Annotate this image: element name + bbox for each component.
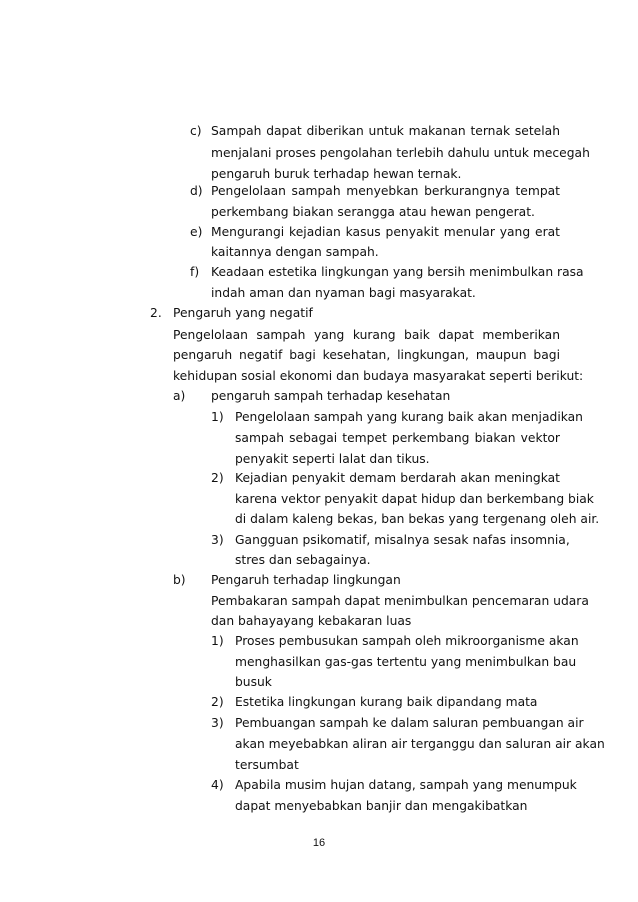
list-marker: 4)	[211, 778, 224, 792]
list-marker: 2)	[211, 471, 224, 485]
text-line: tersumbat	[235, 758, 299, 772]
text-line: Pengelolaan sampah yang kurang baik dapat memberikan	[173, 328, 560, 342]
text-line: dan bahayayang kebakaran luas	[211, 614, 412, 628]
text-line: di dalam kaleng bekas, ban bekas yang tergenang oleh air.	[235, 512, 600, 526]
text-line: pengaruh buruk terhadap hewan ternak.	[211, 167, 462, 181]
text-line: menjalani proses pengolahan terlebih dahulu untuk mecegah	[211, 146, 590, 160]
list-marker: c)	[190, 124, 202, 138]
text-line: karena vektor penyakit dapat hidup dan berkembang biak	[235, 492, 594, 506]
text-line: Pengelolaan sampah menyebkan berkurangnya tempat	[211, 184, 560, 198]
text-line: menghasilkan gas-gas tertentu yang menimbulkan bau	[235, 655, 577, 669]
list-marker: 3)	[211, 533, 224, 547]
text-line: Sampah dapat diberikan untuk makanan ternak setelah	[211, 124, 560, 138]
text-line: penyakit seperti lalat dan tikus.	[235, 452, 430, 466]
text-line: Gangguan psikomatif, misalnya sesak nafas insomnia,	[235, 533, 570, 547]
text-line: perkembang biakan serangga atau hewan pengerat.	[211, 205, 535, 219]
text-line: akan meyebabkan aliran air terganggu dan saluran air akan	[235, 737, 605, 751]
list-marker: f)	[190, 265, 200, 279]
text-line: Proses pembusukan sampah oleh mikroorganisme akan	[235, 634, 579, 648]
text-line: indah aman dan nyaman bagi masyarakat.	[211, 286, 476, 300]
list-marker: a)	[173, 389, 186, 403]
text-line: Kejadian penyakit demam berdarah akan meningkat	[235, 471, 560, 485]
page-number: 16	[312, 837, 326, 849]
text-line: pengaruh negatif bagi kesehatan, lingkungan, maupun bagi	[173, 348, 560, 362]
text-line: Mengurangi kejadian kasus penyakit menular yang erat	[211, 225, 560, 239]
section-number: 2.	[150, 306, 162, 320]
text-line: sampah sebagai tempet perkembang biakan vektor	[235, 431, 560, 445]
subsection-heading: Pengaruh terhadap lingkungan	[211, 573, 401, 587]
list-marker: d)	[190, 184, 203, 198]
text-line: dapat menyebabkan banjir dan mengakibatkan	[235, 799, 528, 813]
list-marker: 1)	[211, 410, 224, 424]
list-marker: e)	[190, 225, 203, 239]
text-line: Pembakaran sampah dapat menimbulkan pencemaran udara	[211, 594, 589, 608]
text-line: Pembuangan sampah ke dalam saluran pembuangan air	[235, 716, 584, 730]
text-line: Estetika lingkungan kurang baik dipandang mata	[235, 695, 538, 709]
text-line: stres dan sebagainya.	[235, 553, 371, 567]
text-line: Apabila musim hujan datang, sampah yang menumpuk	[235, 778, 577, 792]
text-line: Keadaan estetika lingkungan yang bersih menimbulkan rasa	[211, 265, 584, 279]
text-line: kaitannya dengan sampah.	[211, 245, 379, 259]
list-marker: b)	[173, 573, 186, 587]
text-line: Pengelolaan sampah yang kurang baik akan menjadikan	[235, 410, 583, 424]
list-marker: 2)	[211, 695, 224, 709]
text-line: kehidupan sosial ekonomi dan budaya masyarakat seperti berikut:	[173, 369, 584, 383]
list-marker: 1)	[211, 634, 224, 648]
text-line: busuk	[235, 675, 272, 689]
subsection-heading: pengaruh sampah terhadap kesehatan	[211, 389, 451, 403]
section-heading: Pengaruh yang negatif	[173, 306, 313, 320]
list-marker: 3)	[211, 716, 224, 730]
